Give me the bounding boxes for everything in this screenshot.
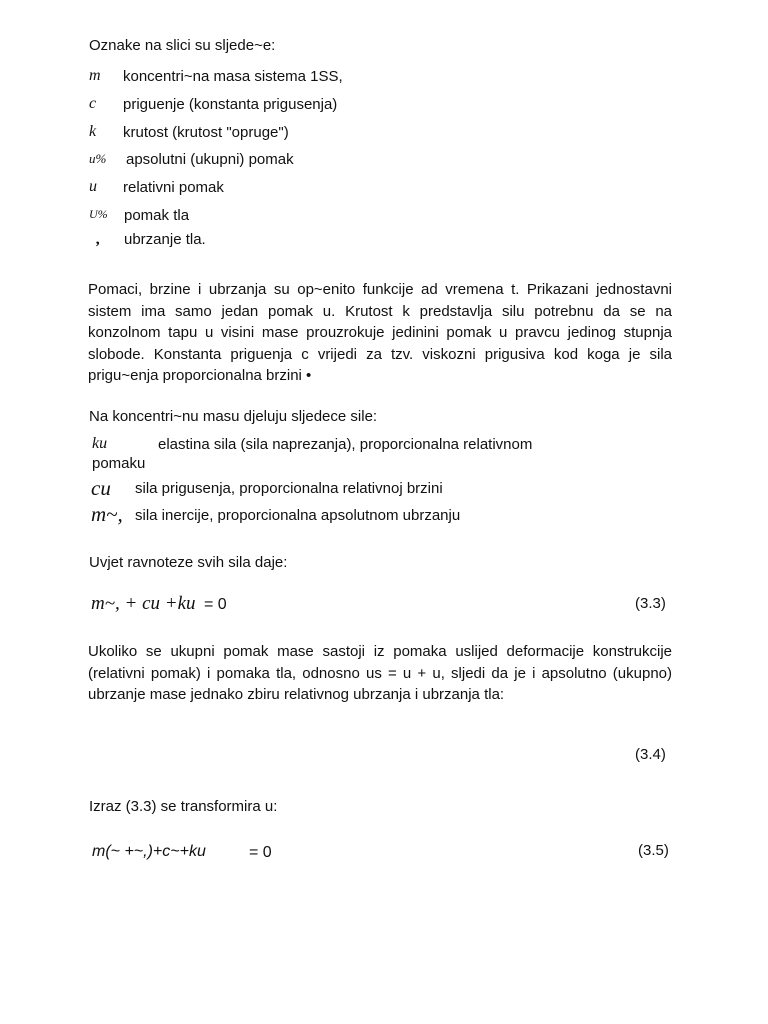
symbol-ug: U% bbox=[89, 207, 108, 221]
symbol-c: c bbox=[89, 95, 97, 112]
forces-intro-line: Na koncentri~nu masu djeluju sljedece sile: bbox=[89, 408, 378, 425]
force-cu-symbol: cu bbox=[91, 476, 111, 500]
force-ku-description-cont: pomaku bbox=[92, 455, 146, 472]
equilibrium-intro-line: Uvjet ravnoteze svih sila daje: bbox=[89, 554, 288, 571]
equation-3-3-number: (3.3) bbox=[635, 595, 666, 612]
symbol-k: k bbox=[89, 123, 97, 140]
symbol-m-definition: koncentri~na masa sistema 1SS, bbox=[123, 68, 343, 85]
symbol-m: m bbox=[89, 67, 101, 84]
symbol-ground-accel-definition: ubrzanje tla. bbox=[124, 231, 206, 248]
force-inertia-description: sila inercije, proporcionalna apsolutnom ubrzanju bbox=[135, 507, 461, 524]
force-ku-symbol: ku bbox=[92, 435, 108, 452]
symbol-u: u bbox=[89, 178, 97, 195]
intro-line: Oznake na slici su sljede~e: bbox=[89, 37, 276, 54]
symbol-k-definition: krutost (krutost "opruge") bbox=[123, 124, 289, 141]
paragraph-system-description: Pomaci, brzine i ubrzanja su op~enito funkcije ad vremena t. Prikazani jednostavni sistem ima samo jedan pomak u. Krutost k predstavlja silu potrebnu da se na konzolnom tapu u visini mase prouzrokuje jedinini pomak u pravcu jedinog stupnja slobode. Konstanta priguеnja c vrijedi za tzv. viskozni prigusiva kod koga je sila prigu~enja proporcionalna brzini • bbox=[88, 281, 672, 384]
equation-3-3-expression: m~, + cu +ku bbox=[91, 593, 196, 614]
symbol-ground-accel: ‚ bbox=[95, 231, 101, 248]
force-ku-description: elastina sila (sila naprezanja), proporcionalna relativnom bbox=[158, 436, 533, 453]
force-inertia-symbol: m~, bbox=[91, 502, 123, 526]
equation-3-5-expression: m(~ +~,)+c~+ku bbox=[92, 843, 206, 860]
symbol-ug-definition: pomak tla bbox=[124, 207, 190, 224]
force-cu-description: sila prigusenja, proporcionalna relativnoj brzini bbox=[135, 480, 443, 497]
equation-3-4-number: (3.4) bbox=[635, 746, 666, 763]
symbol-u-total-definition: apsolutni (ukupni) pomak bbox=[126, 151, 294, 168]
paragraph-absolute-acceleration: Ukoliko se ukupni pomak mase sastoji iz pomaka uslijed deformacije konstrukcije (relativni pomak) i pomaka tla, odnosno us = u + u, sljedi da je i apsolutno (ukupno) ubrzanje mase jednako zbiru relativnog ubrzanja i ubrzanja tla: bbox=[88, 643, 672, 703]
equation-3-5-number: (3.5) bbox=[638, 842, 669, 859]
symbol-c-definition: priguеnje (konstanta prigusenja) bbox=[123, 96, 338, 113]
transform-intro-line: Izraz (3.3) se transformira u: bbox=[89, 798, 278, 815]
symbol-u-definition: relativni pomak bbox=[123, 179, 224, 196]
equation-3-3-rhs: = 0 bbox=[204, 596, 227, 613]
equation-3-5-rhs: = 0 bbox=[249, 844, 272, 861]
symbol-u-total: u% bbox=[89, 151, 107, 166]
